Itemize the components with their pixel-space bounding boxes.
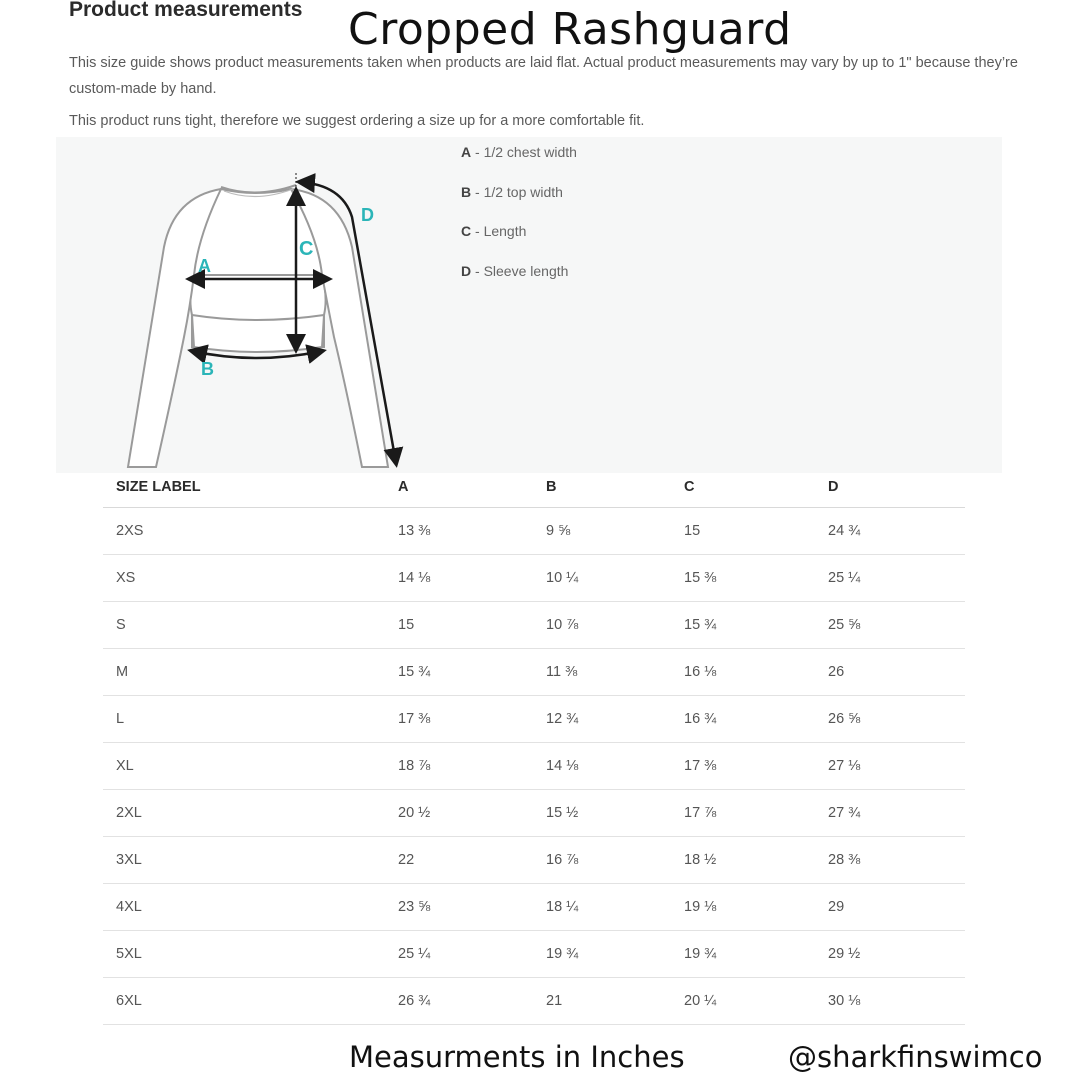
measurement-cell: 15 ¾ [385, 649, 533, 696]
column-header: D [815, 466, 965, 508]
size-label-cell: 2XS [103, 508, 385, 555]
size-label-cell: XS [103, 555, 385, 602]
measurement-cell: 28 ⅜ [815, 837, 965, 884]
measurement-cell: 16 ⅛ [671, 649, 815, 696]
size-label-cell: S [103, 602, 385, 649]
measurement-cell: 18 ¼ [533, 884, 671, 931]
product-title: Cropped Rashguard [348, 4, 792, 55]
size-label-cell: XL [103, 743, 385, 790]
measurement-cell: 19 ¾ [671, 931, 815, 978]
measurement-cell: 25 ¼ [385, 931, 533, 978]
measurement-cell: 25 ¼ [815, 555, 965, 602]
label-c: C [299, 238, 314, 260]
intro-paragraph: This size guide shows product measurements taken when products are laid flat. Actual product measurements may vary by up to 1" because they’re custom-made by hand. [69, 55, 1018, 97]
size-label-cell: 3XL [103, 837, 385, 884]
size-chart-table [103, 466, 965, 1025]
measurement-cell: 23 ⅝ [385, 884, 533, 931]
measurement-cell: 9 ⅝ [533, 508, 671, 555]
column-header: A [385, 466, 533, 508]
measurement-cell: 15 ⅜ [671, 555, 815, 602]
measurement-cell: 18 ⅞ [385, 743, 533, 790]
table-row [103, 884, 965, 931]
measurement-cell: 26 ⅝ [815, 696, 965, 743]
measurement-cell: 29 [815, 884, 965, 931]
measurement-cell: 16 ¾ [671, 696, 815, 743]
measurement-cell: 20 ¼ [671, 978, 815, 1025]
measurement-cell: 20 ½ [385, 790, 533, 837]
measurement-cell: 26 ¾ [385, 978, 533, 1025]
size-label-cell: L [103, 696, 385, 743]
size-label-cell: 4XL [103, 884, 385, 931]
measurement-cell: 18 ½ [671, 837, 815, 884]
measurement-cell: 15 [385, 602, 533, 649]
measurement-cell: 13 ⅜ [385, 508, 533, 555]
size-label-cell: 5XL [103, 931, 385, 978]
measurement-legend [461, 141, 577, 299]
table-row [103, 555, 965, 602]
column-header: C [671, 466, 815, 508]
label-d: D [361, 205, 374, 225]
units-note: Measurments in Inches [349, 1040, 685, 1074]
table-row [103, 978, 965, 1025]
measurement-cell: 29 ½ [815, 931, 965, 978]
measurement-cell: 12 ¾ [533, 696, 671, 743]
table-row [103, 837, 965, 884]
label-b: B [201, 359, 214, 379]
measurement-cell: 22 [385, 837, 533, 884]
section-title: Product measurements [69, 0, 303, 21]
measurement-cell: 15 ½ [533, 790, 671, 837]
measurement-cell: 27 ¾ [815, 790, 965, 837]
table-row [103, 602, 965, 649]
measurement-cell: 17 ⅞ [671, 790, 815, 837]
measurement-cell: 15 ¾ [671, 602, 815, 649]
measurement-cell: 11 ⅜ [533, 649, 671, 696]
label-a: A [198, 256, 211, 276]
measurement-cell: 10 ¼ [533, 555, 671, 602]
measurement-cell: 25 ⅝ [815, 602, 965, 649]
table-row [103, 696, 965, 743]
measurement-cell: 26 [815, 649, 965, 696]
measurement-cell: 27 ⅛ [815, 743, 965, 790]
measurement-cell: 24 ¾ [815, 508, 965, 555]
measurement-cell: 19 ⅛ [671, 884, 815, 931]
measurement-cell: 15 [671, 508, 815, 555]
table-row [103, 743, 965, 790]
legend-item-d: D - Sleeve length [461, 262, 569, 279]
table-header-row [103, 466, 965, 508]
size-label-cell: M [103, 649, 385, 696]
table-row [103, 649, 965, 696]
measurement-cell: 10 ⅞ [533, 602, 671, 649]
measurement-cell: 21 [533, 978, 671, 1025]
table-row [103, 931, 965, 978]
legend-item-a: A - 1/2 chest width [461, 144, 577, 160]
garment-waistband [192, 315, 324, 352]
measurement-diagram-panel [56, 137, 1002, 473]
column-header: B [533, 466, 671, 508]
column-header: SIZE LABEL [103, 466, 385, 508]
legend-item-b: B - 1/2 top width [461, 183, 563, 200]
measurement-cell: 16 ⅞ [533, 837, 671, 884]
rashguard-diagram [56, 137, 456, 473]
measurement-cell: 30 ⅛ [815, 978, 965, 1025]
size-label-cell: 2XL [103, 790, 385, 837]
fit-note: This product runs tight, therefore we suggest ordering a size up for a more comfortable fit. [69, 113, 645, 129]
measurement-cell: 14 ⅛ [385, 555, 533, 602]
measurement-cell: 19 ¾ [533, 931, 671, 978]
table-row [103, 508, 965, 555]
table-row [103, 790, 965, 837]
measurement-cell: 14 ⅛ [533, 743, 671, 790]
measurement-cell: 17 ⅜ [671, 743, 815, 790]
social-handle: @sharkfinswimco [788, 1040, 1043, 1074]
size-label-cell: 6XL [103, 978, 385, 1025]
measurement-cell: 17 ⅜ [385, 696, 533, 743]
legend-item-c: C - Length [461, 223, 527, 240]
